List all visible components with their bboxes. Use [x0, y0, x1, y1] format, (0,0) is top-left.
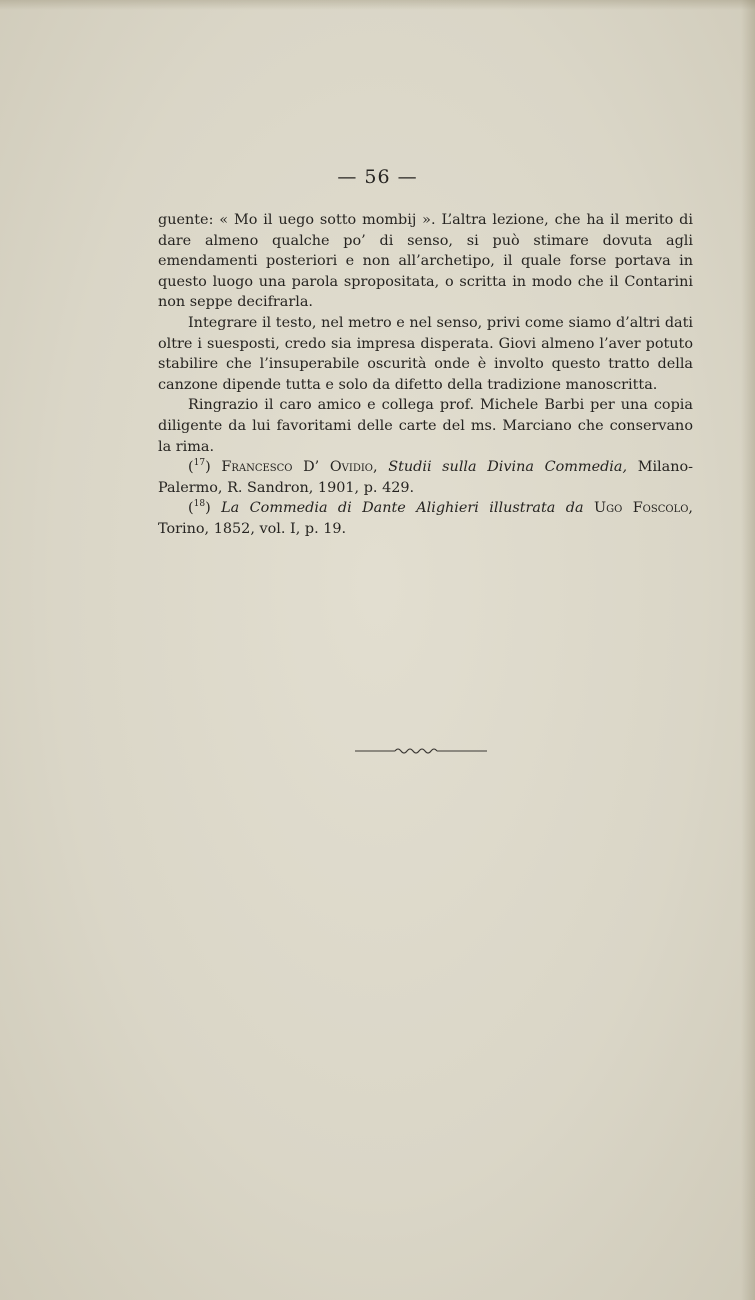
- footnote-17-title: Studii sulla Divina Commedia,: [388, 459, 628, 476]
- footnote-17-rest: Milano-Palermo, R. Sandron, 1901, p. 429.: [158, 459, 694, 496]
- page-number: — 56 —: [337, 166, 418, 188]
- paragraph-continuation: guente: « Mo il uego sotto mombij ». L’altra lezione, che ha il merito di dare almeno qualche po’ di senso, si può stimare dovuta agli emendamenti posteriori e non all’archetipo, il quale forse portava in questo luogo una parola spropositata, o scritta in modo che il Contarini non seppe decifrarla.: [158, 212, 693, 311]
- footnote-18-close: ): [205, 500, 211, 517]
- footnote-18-title: La Commedia di Dante Alighieri illustrata da: [221, 500, 584, 517]
- paragraph-integrare: Integrare il testo, nel metro e nel senso, privi come siamo d’altri dati oltre i suesposti, credo sia impresa disperata. Giovi almeno l’aver potuto stabilire che l’insuperabile oscurità onde è involto questo tratto della canzone dipende tutta e solo da difetto della tradizione manoscritta.: [158, 314, 693, 393]
- paragraph-ringrazio: Ringrazio il caro amico e collega prof. Michele Barbi per una copia diligente da lui favoritami delle carte del ms. Marciano che conservano la rima.: [158, 397, 693, 455]
- footnote-18-open: (: [188, 500, 194, 517]
- footnote-17-number: 17: [193, 458, 206, 469]
- page-edge-right: [741, 0, 755, 1300]
- footnote-17-author: Francesco D’ Ovidio,: [221, 459, 378, 476]
- footnote-18-author: Ugo Foscolo,: [593, 500, 693, 517]
- end-ornament: [355, 744, 490, 758]
- footnote-17-open: (: [188, 459, 194, 476]
- footnote-17-close: ): [205, 459, 211, 476]
- footnote-18-rest: Torino, 1852, vol. I, p. 19.: [158, 520, 347, 537]
- footnote-17: [158, 457, 693, 498]
- page-edge-top: [0, 0, 755, 10]
- body-text: [158, 210, 693, 540]
- footnote-18-number: 18: [193, 499, 206, 510]
- footnote-18: [158, 498, 693, 539]
